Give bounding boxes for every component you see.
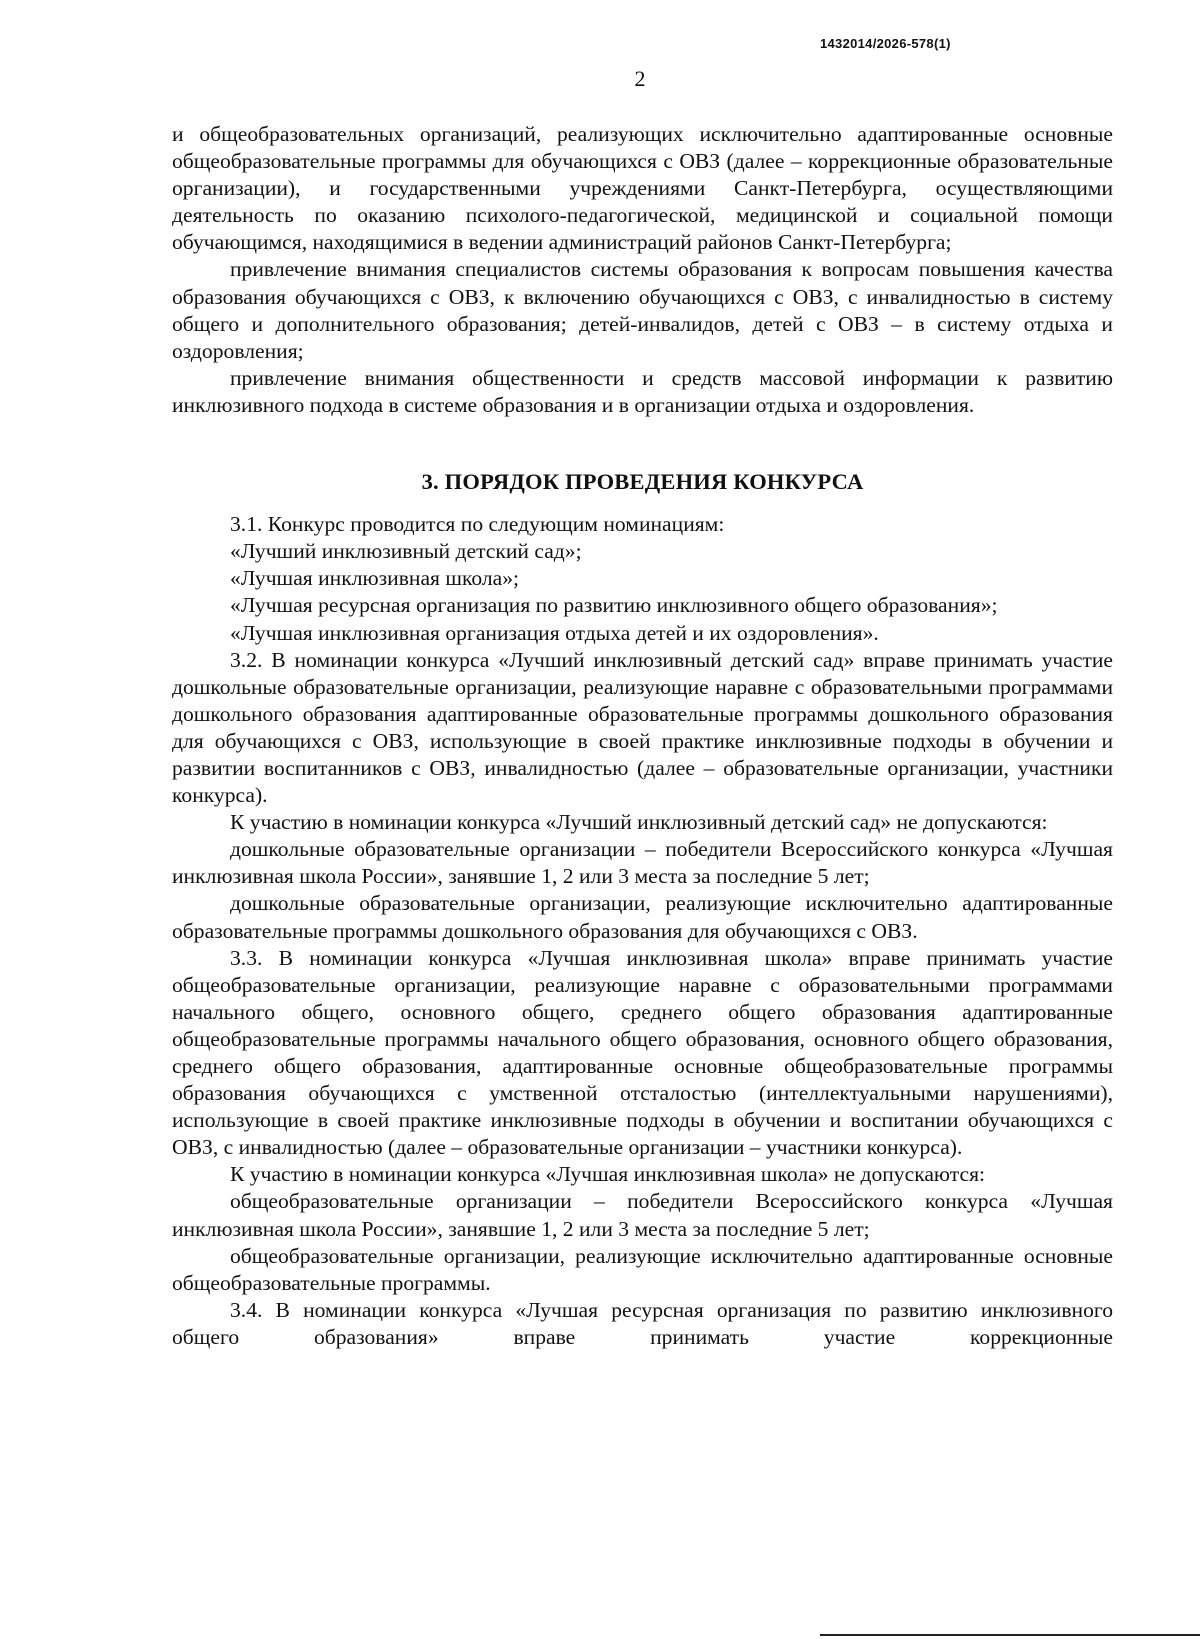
clause-3-1: 3.1. Конкурс проводится по следующим номинациям: (230, 512, 725, 537)
clause-3-3-exclusion-adapted-only: общеобразовательные организации, реализующие исключительно адаптированные основные общеобразовательные программы. (172, 1243, 1113, 1295)
clause-3-3: 3.3. В номинации конкурса «Лучшая инклюзивная школа» вправе принимать участие общеобразовательные организации, реализующие наравне с образовательными программами начального общего, основного общего, среднего общего образования адаптированные общеобразовательные программы начального общего образования, основного общего образования, среднего общего образования, адаптированные основные общеобразовательные программы образования обучающихся с умственной отсталостью (интеллектуальными нарушениями), использующие в своей практике инклюзивные подходы в обучении и воспитании обучающихся с ОВЗ, с инвалидностью (далее – образовательные организации – участники конкурса). (172, 945, 1113, 1160)
nomination-item-recreation-organization: «Лучшая инклюзивная организация отдыха детей и их оздоровления». (230, 620, 879, 645)
clause-3-2-exclusion-adapted-only: дошкольные образовательные организации, реализующие исключительно адаптированные образовательные программы дошкольного образования для обучающихся с ОВЗ. (172, 891, 1113, 943)
clause-3-2-exclusions-intro: К участию в номинации конкурса «Лучший инклюзивный детский сад» не допускаются: (230, 810, 1048, 835)
paragraph-specialists-attention: привлечение внимания специалистов системы образования к вопросам повышения качества образования обучающихся с ОВЗ, к включению обучающихся с ОВЗ, с инвалидностью в систему общего и дополнительного образования; детей-инвалидов, детей с ОВЗ – в систему отдыха и оздоровления; (172, 257, 1113, 363)
nomination-item-kindergarten: «Лучший инклюзивный детский сад»; (230, 539, 582, 564)
page-number: 2 (634, 66, 646, 91)
clause-3-3-exclusion-winners: общеобразовательные организации – победители Всероссийского конкурса «Лучшая инклюзивная школа России», занявшие 1, 2 или 3 места за последние 5 лет; (172, 1189, 1113, 1241)
nomination-item-school: «Лучшая инклюзивная школа»; (230, 566, 520, 591)
clause-3-2: 3.2. В номинации конкурса «Лучший инклюзивный детский сад» вправе принимать участие дошкольные образовательные организации, реализующие наравне с образовательными программами дошкольного образования адаптированные образовательные программы дошкольного образования для обучающихся с ОВЗ, использующие в своей практике инклюзивные подходы в обучении и развитии воспитанников с ОВЗ, инвалидностью (далее – образовательные организации, участники конкурса). (172, 647, 1113, 808)
paragraph-continuation: и общеобразовательных организаций, реализующих исключительно адаптированные основные общеобразовательные программы для обучающихся с ОВЗ (далее – коррекционные образовательные организации), и государственными учреждениями Санкт-Петербурга, осуществляющими деятельность по оказанию психолого-педагогической, медицинской и социальной помощи обучающимся, находящимися в ведении администраций районов Санкт-Петербурга; (172, 122, 1113, 255)
clause-3-3-exclusions-intro: К участию в номинации конкурса «Лучшая инклюзивная школа» не допускаются: (230, 1162, 985, 1187)
clause-3-4: 3.4. В номинации конкурса «Лучшая ресурсная организация по развитию инклюзивного общего образования» вправе принимать участие коррекционные (172, 1297, 1113, 1349)
clause-3-2-exclusion-winners: дошкольные образовательные организации – победители Всероссийского конкурса «Лучшая инклюзивная школа России», занявшие 1, 2 или 3 места за последние 5 лет; (172, 837, 1113, 889)
footer-rule (820, 1634, 1200, 1636)
nomination-item-resource-organization: «Лучшая ресурсная организация по развитию инклюзивного общего образования»; (230, 593, 998, 618)
document-registration-number: 1432014/2026-578(1) (820, 36, 951, 51)
section-title: 3. ПОРЯДОК ПРОВЕДЕНИЯ КОНКУРСА (421, 469, 864, 495)
paragraph-public-attention: привлечение внимания общественности и средств массовой информации к развитию инклюзивного подхода в системе образования и в организации отдыха и оздоровления. (172, 365, 1113, 417)
document-body (172, 121, 1113, 1351)
